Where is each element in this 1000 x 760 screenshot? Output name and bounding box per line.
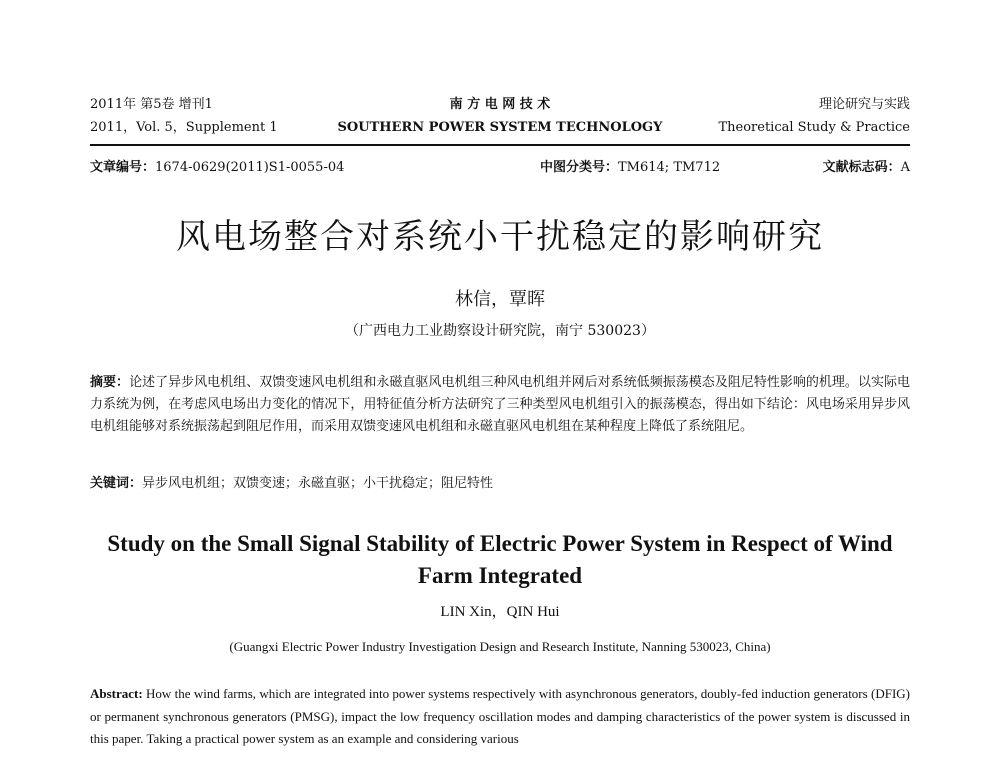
clc-value: TM614; TM712 [618, 160, 721, 175]
article-number-value: 1674-0629(2011)S1-0055-04 [155, 160, 345, 175]
abstract-en-text: How the wind farms, which are integrated into power systems respectively with asynchronous generators, doubly-fed induction generators (DFIG) or permanent synchronous generators (PMSG), impact the low frequency oscillation modes and damping characteristics of the power system is discussed in this paper. Taking a practical power system as an example and considering various [90, 686, 911, 746]
authors-cn: 林信，覃晖 [455, 289, 545, 310]
issue-en: 2011，Vol. 5，Supplement 1 [90, 120, 278, 135]
document-code-value: A [900, 160, 910, 175]
journal-name-cn: 南 方 电 网 技 术 [449, 97, 551, 112]
article-number [90, 160, 344, 176]
abstract-en [90, 683, 910, 751]
abstract-cn-text: 论述了异步风电机组、双馈变速风电机组和永磁直驱风电机组三种风电机组并网后对系统低频振荡模态及阻尼特性影响的机理。以实际电力系统为例，在考虑风电场出力变化的情况下，用特征值分析方法研究了三种类型风电机组引入的振荡模态，得出如下结论：风电场采用异步风电机组能够对系统振荡起到阻尼作用，而采用双馈变速风电机组和永磁直驱风电机组在某种程度上降低了系统阻尼。 [90, 375, 910, 434]
paper-title-en: Study on the Small Signal Stability of Electric Power System in Respect of Wind Farm Integrated [107, 531, 893, 588]
abstract-cn [90, 372, 910, 438]
paper-title-cn: 风电场整合对系统小干扰稳定的影响研究 [176, 217, 824, 257]
affiliation-en: (Guangxi Electric Power Industry Investigation Design and Research Institute, Nanning 530023, China) [229, 639, 771, 654]
authors-en: LIN Xin，QIN Hui [440, 604, 560, 620]
header-rule [90, 144, 910, 146]
document-code [823, 160, 910, 176]
abstract-en-label: Abstract: [90, 686, 143, 701]
document-code-label: 文献标志码： [822, 160, 901, 175]
keywords-cn [90, 474, 910, 494]
issue-cn: 2011年 第5卷 增刊1 [90, 97, 213, 112]
article-number-label: 文章编号： [90, 160, 156, 175]
keywords-cn-label: 关键词： [90, 476, 143, 491]
keywords-cn-text: 异步风电机组；双馈变速；永磁直驱；小干扰稳定；阻尼特性 [142, 476, 494, 491]
journal-name-en: SOUTHERN POWER SYSTEM TECHNOLOGY [337, 120, 663, 135]
clc-number [540, 160, 720, 176]
affiliation-cn: （广西电力工业勘察设计研究院，南宁 530023） [345, 323, 655, 339]
clc-label: 中图分类号： [540, 160, 619, 175]
section-en: Theoretical Study & Practice [718, 120, 910, 135]
section-cn: 理论研究与实践 [818, 97, 910, 112]
abstract-cn-label: 摘要： [90, 375, 130, 390]
